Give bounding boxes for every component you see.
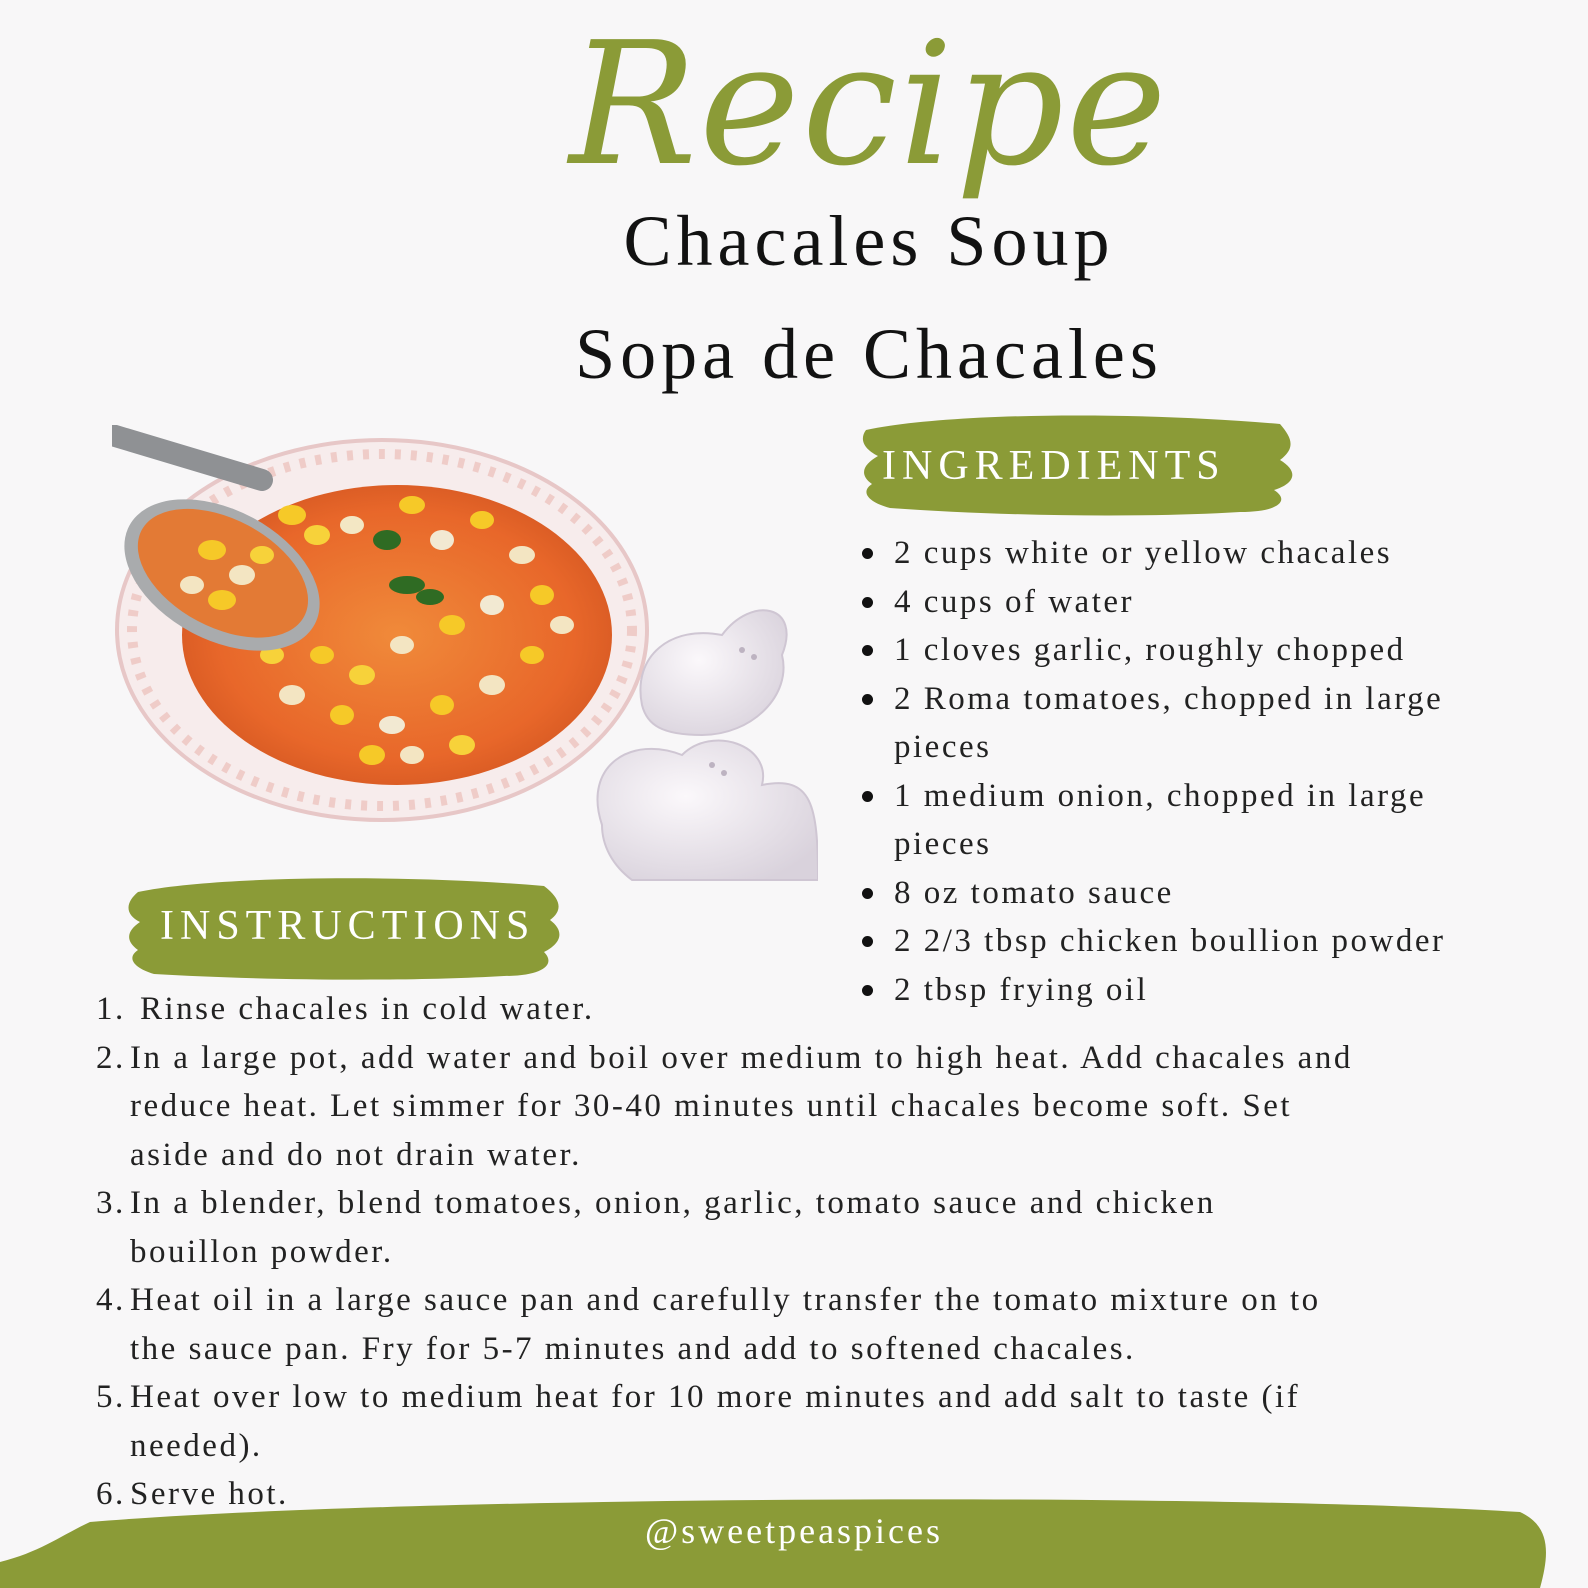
instruction-step <box>96 985 1356 1034</box>
recipe-title-spanish: Sopa de Chacales <box>575 314 1163 394</box>
instructions-list <box>96 985 1356 1519</box>
instruction-step <box>96 1276 1356 1373</box>
ingredient-item: 4 cups of water <box>862 578 1502 627</box>
script-title: Recipe <box>569 6 1169 204</box>
ingredient-item: 2 tbsp frying oil <box>862 966 1502 1015</box>
ingredients-heading: INGREDIENTS <box>882 443 1226 489</box>
footer-banner <box>0 1492 1588 1588</box>
step-number: 6. <box>96 1476 126 1512</box>
soup-bowl-photo <box>112 425 818 893</box>
step-number: 4. <box>96 1282 126 1318</box>
social-handle: @sweetpeaspices <box>644 1511 944 1551</box>
recipe-title-english: Chacales Soup <box>623 201 1115 281</box>
step-text: In a blender, blend tomatoes, onion, garlic, tomato sauce and chicken bouillon powder. <box>130 1185 1216 1270</box>
instruction-step <box>96 1034 1356 1180</box>
instruction-step <box>96 1373 1356 1470</box>
instruction-step <box>96 1179 1290 1276</box>
step-number: 2. <box>96 1039 126 1076</box>
ingredients-list <box>862 529 1502 1014</box>
ingredient-item: 2 Roma tomatoes, chopped in large pieces <box>862 675 1454 772</box>
step-text: Serve hot. <box>130 1476 289 1512</box>
step-text: Heat over low to medium heat for 10 more minutes and add salt to taste (if needed). <box>130 1379 1301 1464</box>
ingredient-item: 8 oz tomato sauce <box>862 869 1502 918</box>
ingredients-banner <box>860 408 1300 520</box>
ingredient-item: 2 cups white or yellow chacales <box>862 529 1502 578</box>
ingredient-item: 2 2/3 tbsp chicken boullion powder <box>862 917 1502 966</box>
step-text: Heat oil in a large sauce pan and carefully transfer the tomato mixture on to the sauce pan. Fry for 5-7 minutes and add to softened chacales. <box>130 1282 1321 1367</box>
step-number: 5. <box>96 1379 126 1415</box>
step-number: 1. <box>96 991 126 1027</box>
step-text: Rinse chacales in cold water. <box>140 991 595 1027</box>
step-number: 3. <box>96 1185 126 1221</box>
step-text: In a large pot, add water and boil over medium to high heat. Add chacales and reduce heat. Let simmer for 30-40 minutes until chacales become soft. Set aside and do not drain water. <box>130 1039 1353 1173</box>
ingredient-item: 1 medium onion, chopped in large pieces <box>862 772 1454 869</box>
ingredient-item: 1 cloves garlic, roughly chopped <box>862 626 1502 675</box>
instructions-banner <box>124 872 570 984</box>
instructions-heading: INSTRUCTIONS <box>160 903 536 949</box>
